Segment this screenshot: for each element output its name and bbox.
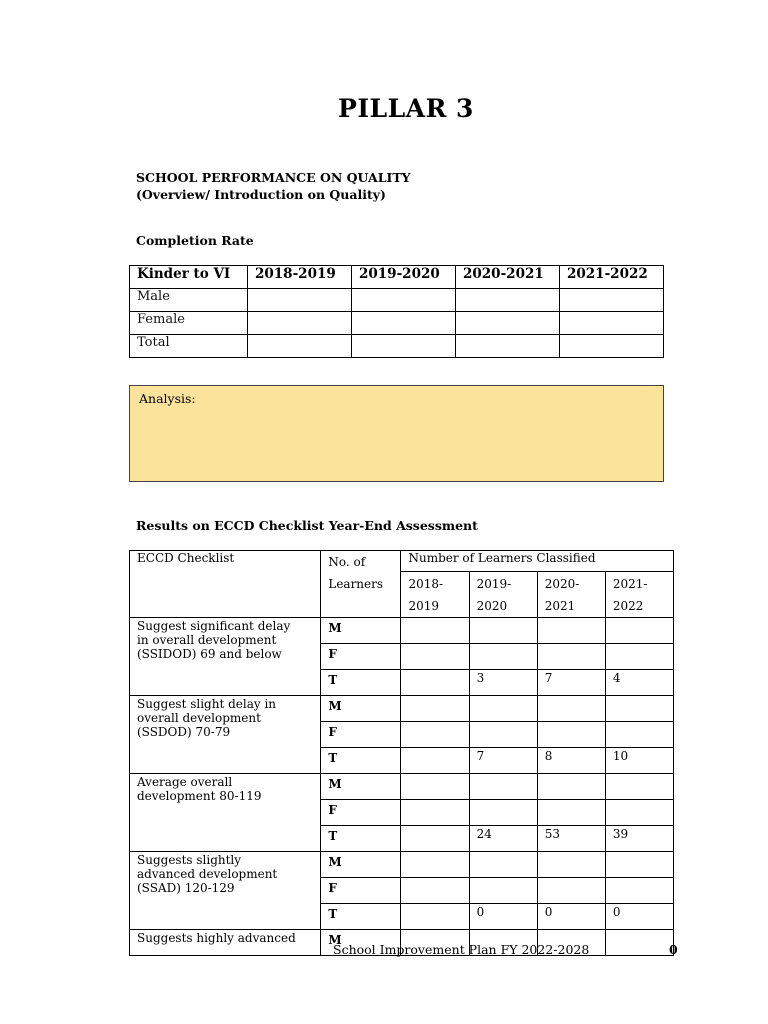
- sex-label: M: [321, 852, 401, 878]
- table-row: [130, 289, 664, 312]
- table-cell: [469, 722, 537, 748]
- column-header-classified: Number of Learners Classified: [401, 551, 674, 572]
- category-label-line: advanced development: [137, 867, 278, 881]
- sex-label: F: [321, 644, 401, 670]
- table-cell: [605, 696, 673, 722]
- table-cell: [605, 800, 673, 826]
- table-cell: 24: [469, 826, 537, 852]
- category-label-line: Suggest slight delay in: [137, 697, 277, 711]
- table-row: [130, 335, 664, 358]
- table-cell: [537, 800, 605, 826]
- table-cell: [560, 312, 664, 335]
- sex-label: F: [321, 800, 401, 826]
- footer-text: School Improvement Plan FY 2022-2028: [333, 942, 590, 957]
- table-header-row: [130, 266, 664, 289]
- table-header-row: [130, 551, 674, 572]
- checklist-category: [130, 774, 321, 852]
- table-cell: [537, 852, 605, 878]
- table-cell: [401, 826, 469, 852]
- table-cell: 0: [469, 904, 537, 930]
- section-title: SCHOOL PERFORMANCE ON QUALITY: [136, 170, 411, 185]
- year-header: 2021- 2022: [605, 572, 673, 618]
- analysis-label: Analysis:: [139, 391, 196, 406]
- table-cell: [605, 774, 673, 800]
- table-row: [130, 852, 674, 878]
- table-cell: [401, 774, 469, 800]
- sex-label: F: [321, 878, 401, 904]
- eccd-table-body: [130, 618, 674, 956]
- sex-label: T: [321, 748, 401, 774]
- checklist-category: [130, 618, 321, 696]
- table-cell: [605, 878, 673, 904]
- table-cell: 53: [537, 826, 605, 852]
- category-label-line: overall development: [137, 711, 261, 725]
- column-header: 2021-2022: [560, 266, 664, 289]
- checklist-category: [130, 852, 321, 930]
- table-cell: [401, 800, 469, 826]
- sex-label: T: [321, 904, 401, 930]
- table-cell: 8: [537, 748, 605, 774]
- sex-label: T: [321, 826, 401, 852]
- table-cell: [248, 289, 352, 312]
- category-label-line: (SSAD) 120-129: [137, 881, 235, 895]
- table-cell: [537, 774, 605, 800]
- category-label-line: Average overall: [137, 775, 233, 789]
- sex-label: F: [321, 722, 401, 748]
- table-row: [130, 618, 674, 644]
- table-cell: [537, 696, 605, 722]
- checklist-category: Suggests highly advanced: [130, 930, 321, 956]
- table-cell: [537, 722, 605, 748]
- category-label-line: (SSIDOD) 69 and below: [137, 647, 282, 661]
- table-cell: 4: [605, 670, 673, 696]
- column-header: 2018-2019: [248, 266, 352, 289]
- table-cell: [605, 852, 673, 878]
- table-cell: [352, 312, 456, 335]
- table-row: [130, 696, 674, 722]
- table-cell: [537, 878, 605, 904]
- table-cell: 0: [605, 904, 673, 930]
- table-row: [130, 774, 674, 800]
- table-cell: [469, 878, 537, 904]
- table-cell: 7: [469, 748, 537, 774]
- table-cell: [248, 312, 352, 335]
- section-subtitle: (Overview/ Introduction on Quality): [136, 187, 386, 202]
- year-header: 2019- 2020: [469, 572, 537, 618]
- table-cell: [537, 644, 605, 670]
- table-cell: [469, 852, 537, 878]
- table-cell: [469, 800, 537, 826]
- eccd-heading: Results on ECCD Checklist Year-End Assessment: [136, 518, 478, 533]
- column-header: 2019-2020: [352, 266, 456, 289]
- table-cell: [352, 289, 456, 312]
- table-cell: [248, 335, 352, 358]
- table-cell: [469, 774, 537, 800]
- completion-rate-table: [129, 265, 664, 358]
- table-cell: [456, 312, 560, 335]
- table-cell: [401, 852, 469, 878]
- table-cell: [469, 644, 537, 670]
- checklist-category: [130, 696, 321, 774]
- table-cell: 3: [469, 670, 537, 696]
- table-row: [130, 312, 664, 335]
- table-cell: [401, 722, 469, 748]
- table-cell: [401, 696, 469, 722]
- table-cell: [560, 289, 664, 312]
- category-label-line: Suggests slightly: [137, 853, 242, 867]
- table-cell: [605, 722, 673, 748]
- category-label-line: in overall development: [137, 633, 277, 647]
- sex-label: M: [321, 618, 401, 644]
- column-header-learners: [321, 551, 401, 618]
- table-cell: [401, 878, 469, 904]
- page-number: 0: [669, 942, 678, 957]
- category-label-line: development 80-119: [137, 789, 262, 803]
- category-label-line: (SSDOD) 70-79: [137, 725, 231, 739]
- table-cell: [560, 335, 664, 358]
- table-cell: [401, 748, 469, 774]
- column-header: 2020-2021: [456, 266, 560, 289]
- year-header: 2020- 2021: [537, 572, 605, 618]
- table-cell: [401, 644, 469, 670]
- table-cell: [401, 618, 469, 644]
- table-cell: [456, 289, 560, 312]
- table-cell: [605, 618, 673, 644]
- row-label: Male: [130, 289, 248, 312]
- column-header-no-of: No. of: [328, 555, 366, 569]
- table-cell: [401, 670, 469, 696]
- table-cell: [352, 335, 456, 358]
- table-cell: 7: [537, 670, 605, 696]
- page-title: PILLAR 3: [338, 94, 474, 123]
- table-cell: [605, 930, 673, 956]
- row-label: Total: [130, 335, 248, 358]
- column-header-learners-label: Learners: [328, 577, 384, 591]
- sex-label: M: [321, 696, 401, 722]
- column-header: Kinder to VI: [130, 266, 248, 289]
- sex-label: M: [321, 930, 401, 956]
- table-cell: 39: [605, 826, 673, 852]
- table-cell: [469, 696, 537, 722]
- column-header-checklist: ECCD Checklist: [130, 551, 321, 618]
- completion-rate-heading: Completion Rate: [136, 233, 254, 248]
- table-cell: 0: [537, 904, 605, 930]
- table-cell: [401, 904, 469, 930]
- row-label: Female: [130, 312, 248, 335]
- table-cell: [456, 335, 560, 358]
- sex-label: M: [321, 774, 401, 800]
- analysis-box[interactable]: [129, 385, 664, 482]
- eccd-checklist-table: [129, 550, 674, 956]
- table-cell: [469, 618, 537, 644]
- category-label-line: Suggest significant delay: [137, 619, 291, 633]
- table-cell: [605, 644, 673, 670]
- table-cell: 10: [605, 748, 673, 774]
- table-cell: [537, 618, 605, 644]
- sex-label: T: [321, 670, 401, 696]
- year-header: 2018- 2019: [401, 572, 469, 618]
